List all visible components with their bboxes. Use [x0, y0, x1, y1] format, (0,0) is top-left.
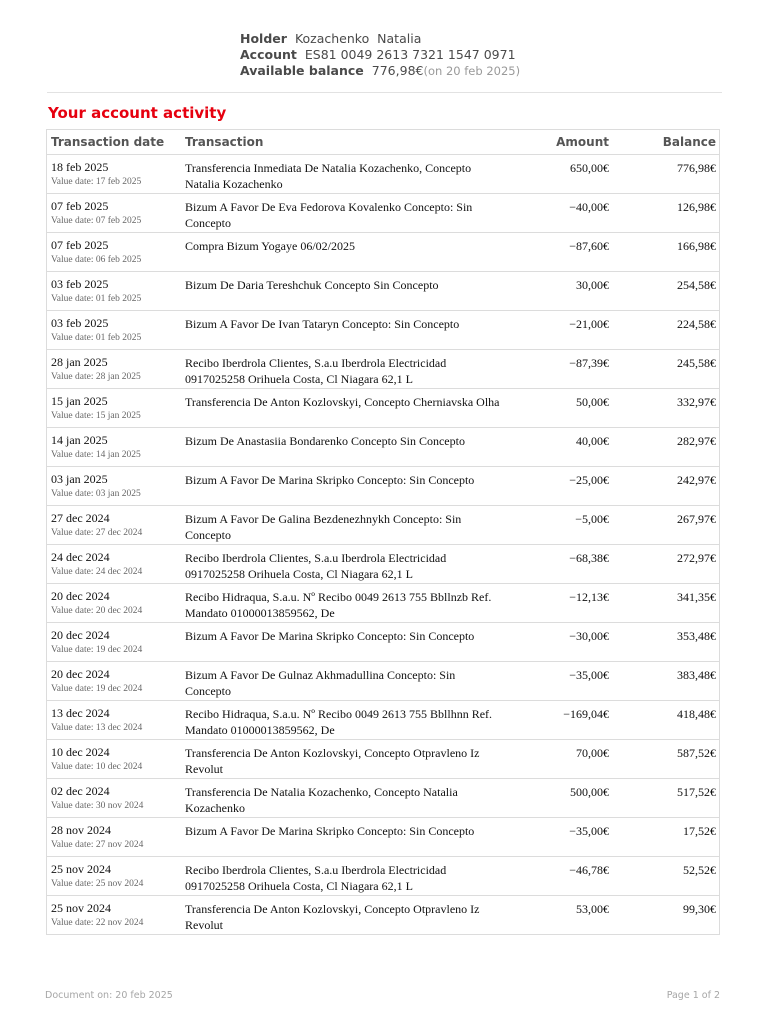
value-date: Value date: 03 jan 2025 [51, 489, 141, 499]
transactions-table [46, 129, 720, 935]
running-balance: 418,48€ [677, 707, 716, 721]
transaction-date: 14 jan 2025 [51, 433, 108, 447]
transaction-amount: −25,00€ [569, 473, 609, 487]
transaction-amount: −40,00€ [569, 200, 609, 214]
transaction-date-cell [51, 901, 176, 930]
transaction-date-cell [51, 160, 176, 189]
running-balance: 99,30€ [683, 902, 716, 916]
value-date: Value date: 01 feb 2025 [51, 294, 142, 304]
running-balance: 267,97€ [677, 512, 716, 526]
column-header-balance: Balance [662, 135, 716, 149]
value-date: Value date: 24 dec 2024 [51, 567, 143, 577]
header-divider [47, 92, 722, 93]
holder-label: Holder [240, 31, 287, 46]
transaction-date-cell [51, 862, 176, 891]
transaction-amount: 500,00€ [570, 785, 609, 799]
running-balance: 341,35€ [677, 590, 716, 604]
value-date: Value date: 17 feb 2025 [51, 177, 142, 187]
value-date: Value date: 06 feb 2025 [51, 255, 142, 265]
running-balance: 776,98€ [677, 161, 716, 175]
value-date: Value date: 14 jan 2025 [51, 450, 141, 460]
holder-value: Kozachenko Natalia [294, 31, 422, 46]
transaction-description: Recibo Hidraqua, S.a.u. Nº Recibo 0049 2613 755 Bbllhnn Ref. Mandato 01000013859562, De [185, 707, 493, 737]
table-row [47, 272, 719, 311]
transaction-date-cell [51, 199, 176, 228]
table-row [47, 155, 719, 194]
transaction-date: 20 dec 2024 [51, 589, 110, 603]
transaction-date-cell [51, 316, 176, 345]
table-row [47, 662, 719, 701]
transaction-amount: 30,00€ [576, 278, 609, 292]
transaction-amount: −68,38€ [569, 551, 609, 565]
transaction-date-cell [51, 277, 176, 306]
document-date: Document on: 20 feb 2025 [45, 990, 173, 1001]
value-date: Value date: 27 nov 2024 [51, 840, 144, 850]
transaction-description: Transferencia De Anton Kozlovskyi, Concepto Cherniavska Olha [185, 395, 500, 409]
transaction-date: 07 feb 2025 [51, 199, 109, 213]
table-row [47, 779, 719, 818]
transaction-date-cell [51, 433, 176, 462]
running-balance: 254,58€ [677, 278, 716, 292]
column-header-transaction: Transaction [185, 135, 264, 149]
running-balance: 17,52€ [683, 824, 716, 838]
value-date: Value date: 30 nov 2024 [51, 801, 144, 811]
balance-date-note: (on 20 feb 2025) [423, 64, 521, 78]
transaction-amount: −169,04€ [563, 707, 609, 721]
table-row [47, 701, 719, 740]
transaction-amount: −12,13€ [569, 590, 609, 604]
transaction-amount: 53,00€ [576, 902, 609, 916]
table-row [47, 545, 719, 584]
transaction-date-cell [51, 394, 176, 423]
transaction-description: Recibo Iberdrola Clientes, S.a.u Iberdrola Electricidad 0917025258 Orihuela Costa, Cl Niagara 62,1 L [185, 863, 447, 893]
value-date: Value date: 20 dec 2024 [51, 606, 143, 616]
value-date: Value date: 25 nov 2024 [51, 879, 144, 889]
transaction-amount: −35,00€ [569, 824, 609, 838]
account-number: ES81 0049 2613 7321 1547 0971 [304, 47, 516, 62]
running-balance: 282,97€ [677, 434, 716, 448]
transaction-date-cell [51, 745, 176, 774]
transaction-amount: −87,60€ [569, 239, 609, 253]
transaction-description: Transferencia De Natalia Kozachenko, Concepto Natalia Kozachenko [185, 785, 458, 815]
column-header-date: Transaction date [51, 135, 165, 149]
running-balance: 517,52€ [677, 785, 716, 799]
table-row [47, 467, 719, 506]
table-row [47, 740, 719, 779]
table-row [47, 350, 719, 389]
table-row [47, 311, 719, 350]
transaction-description: Compra Bizum Yogaye 06/02/2025 [185, 239, 355, 253]
transaction-amount: −87,39€ [569, 356, 609, 370]
transaction-description: Bizum A Favor De Galina Bezdenezhnykh Concepto: Sin Concepto [185, 512, 462, 542]
transaction-amount: −35,00€ [569, 668, 609, 682]
transaction-date: 18 feb 2025 [51, 160, 109, 174]
transaction-date-cell [51, 784, 176, 813]
transaction-amount: 40,00€ [576, 434, 609, 448]
transaction-amount: 70,00€ [576, 746, 609, 760]
transaction-date: 24 dec 2024 [51, 550, 110, 564]
balance-value: 776,98€ [371, 63, 424, 78]
table-header [47, 130, 719, 155]
running-balance: 353,48€ [677, 629, 716, 643]
transaction-amount: 50,00€ [576, 395, 609, 409]
value-date: Value date: 01 feb 2025 [51, 333, 142, 343]
running-balance: 224,58€ [677, 317, 716, 331]
table-row [47, 506, 719, 545]
table-row [47, 623, 719, 662]
transaction-date-cell [51, 238, 176, 267]
activity-title: Your account activity [48, 104, 227, 122]
transaction-description: Bizum De Daria Tereshchuk Concepto Sin Concepto [185, 278, 439, 292]
transaction-date-cell [51, 823, 176, 852]
transaction-date: 25 nov 2024 [51, 901, 111, 915]
transaction-amount: −5,00€ [575, 512, 609, 526]
balance-row [240, 63, 520, 79]
transaction-amount: 650,00€ [570, 161, 609, 175]
transaction-description: Bizum De Anastasiia Bondarenko Concepto Sin Concepto [185, 434, 465, 448]
table-body [47, 155, 719, 935]
transaction-description: Bizum A Favor De Marina Skripko Concepto: Sin Concepto [185, 824, 475, 838]
transaction-amount: −21,00€ [569, 317, 609, 331]
transaction-date: 13 dec 2024 [51, 706, 110, 720]
value-date: Value date: 13 dec 2024 [51, 723, 143, 733]
balance-label: Available balance [240, 63, 364, 78]
page-number: Page 1 of 2 [666, 990, 720, 1001]
value-date: Value date: 27 dec 2024 [51, 528, 143, 538]
table-row [47, 818, 719, 857]
transaction-description: Bizum A Favor De Gulnaz Akhmadullina Concepto: Sin Concepto [185, 668, 456, 698]
running-balance: 587,52€ [677, 746, 716, 760]
transaction-date: 15 jan 2025 [51, 394, 108, 408]
transaction-date: 03 jan 2025 [51, 472, 108, 486]
value-date: Value date: 22 nov 2024 [51, 918, 144, 928]
transaction-date: 28 jan 2025 [51, 355, 108, 369]
running-balance: 383,48€ [677, 668, 716, 682]
transaction-description: Bizum A Favor De Eva Fedorova Kovalenko Concepto: Sin Concepto [185, 200, 473, 230]
transaction-date: 03 feb 2025 [51, 277, 109, 291]
transaction-date: 20 dec 2024 [51, 667, 110, 681]
transaction-description: Transferencia De Anton Kozlovskyi, Concepto Otpravleno Iz Revolut [185, 746, 480, 776]
running-balance: 272,97€ [677, 551, 716, 565]
transaction-date: 07 feb 2025 [51, 238, 109, 252]
value-date: Value date: 19 dec 2024 [51, 684, 143, 694]
transaction-date: 10 dec 2024 [51, 745, 110, 759]
running-balance: 332,97€ [677, 395, 716, 409]
transaction-date: 28 nov 2024 [51, 823, 111, 837]
value-date: Value date: 07 feb 2025 [51, 216, 142, 226]
value-date: Value date: 10 dec 2024 [51, 762, 143, 772]
transaction-date-cell [51, 589, 176, 618]
transaction-amount: −30,00€ [569, 629, 609, 643]
value-date: Value date: 15 jan 2025 [51, 411, 141, 421]
table-row [47, 584, 719, 623]
transaction-description: Recibo Iberdrola Clientes, S.a.u Iberdrola Electricidad 0917025258 Orihuela Costa, Cl Niagara 62,1 L [185, 551, 447, 581]
table-row [47, 389, 719, 428]
transaction-date-cell [51, 511, 176, 540]
transaction-description: Bizum A Favor De Marina Skripko Concepto: Sin Concepto [185, 629, 475, 643]
table-row [47, 233, 719, 272]
transaction-date-cell [51, 550, 176, 579]
table-row [47, 857, 719, 896]
holder-row [240, 31, 520, 47]
account-label: Account [240, 47, 297, 62]
transaction-date: 02 dec 2024 [51, 784, 110, 798]
table-row [47, 896, 719, 935]
transaction-date-cell [51, 628, 176, 657]
transaction-date-cell [51, 355, 176, 384]
running-balance: 166,98€ [677, 239, 716, 253]
transaction-date: 20 dec 2024 [51, 628, 110, 642]
table-row [47, 194, 719, 233]
running-balance: 242,97€ [677, 473, 716, 487]
transaction-date-cell [51, 472, 176, 501]
account-summary [240, 31, 520, 79]
transaction-description: Bizum A Favor De Marina Skripko Concepto: Sin Concepto [185, 473, 475, 487]
value-date: Value date: 19 dec 2024 [51, 645, 143, 655]
value-date: Value date: 28 jan 2025 [51, 372, 141, 382]
transaction-date: 25 nov 2024 [51, 862, 111, 876]
transaction-date-cell [51, 667, 176, 696]
running-balance: 52,52€ [683, 863, 716, 877]
transaction-description: Transferencia Inmediata De Natalia Kozachenko, Concepto Natalia Kozachenko [185, 161, 472, 191]
table-row [47, 428, 719, 467]
transaction-date-cell [51, 706, 176, 735]
transaction-description: Recibo Iberdrola Clientes, S.a.u Iberdrola Electricidad 0917025258 Orihuela Costa, Cl Niagara 62,1 L [185, 356, 447, 386]
transaction-amount: −46,78€ [569, 863, 609, 877]
transaction-date: 03 feb 2025 [51, 316, 109, 330]
transaction-description: Recibo Hidraqua, S.a.u. Nº Recibo 0049 2613 755 Bbllnzb Ref. Mandato 01000013859562, De [185, 590, 492, 620]
running-balance: 245,58€ [677, 356, 716, 370]
account-row [240, 47, 520, 63]
running-balance: 126,98€ [677, 200, 716, 214]
column-header-amount: Amount [556, 135, 609, 149]
transaction-date: 27 dec 2024 [51, 511, 110, 525]
transaction-description: Transferencia De Anton Kozlovskyi, Concepto Otpravleno Iz Revolut [185, 902, 480, 932]
transaction-description: Bizum A Favor De Ivan Tataryn Concepto: Sin Concepto [185, 317, 460, 331]
